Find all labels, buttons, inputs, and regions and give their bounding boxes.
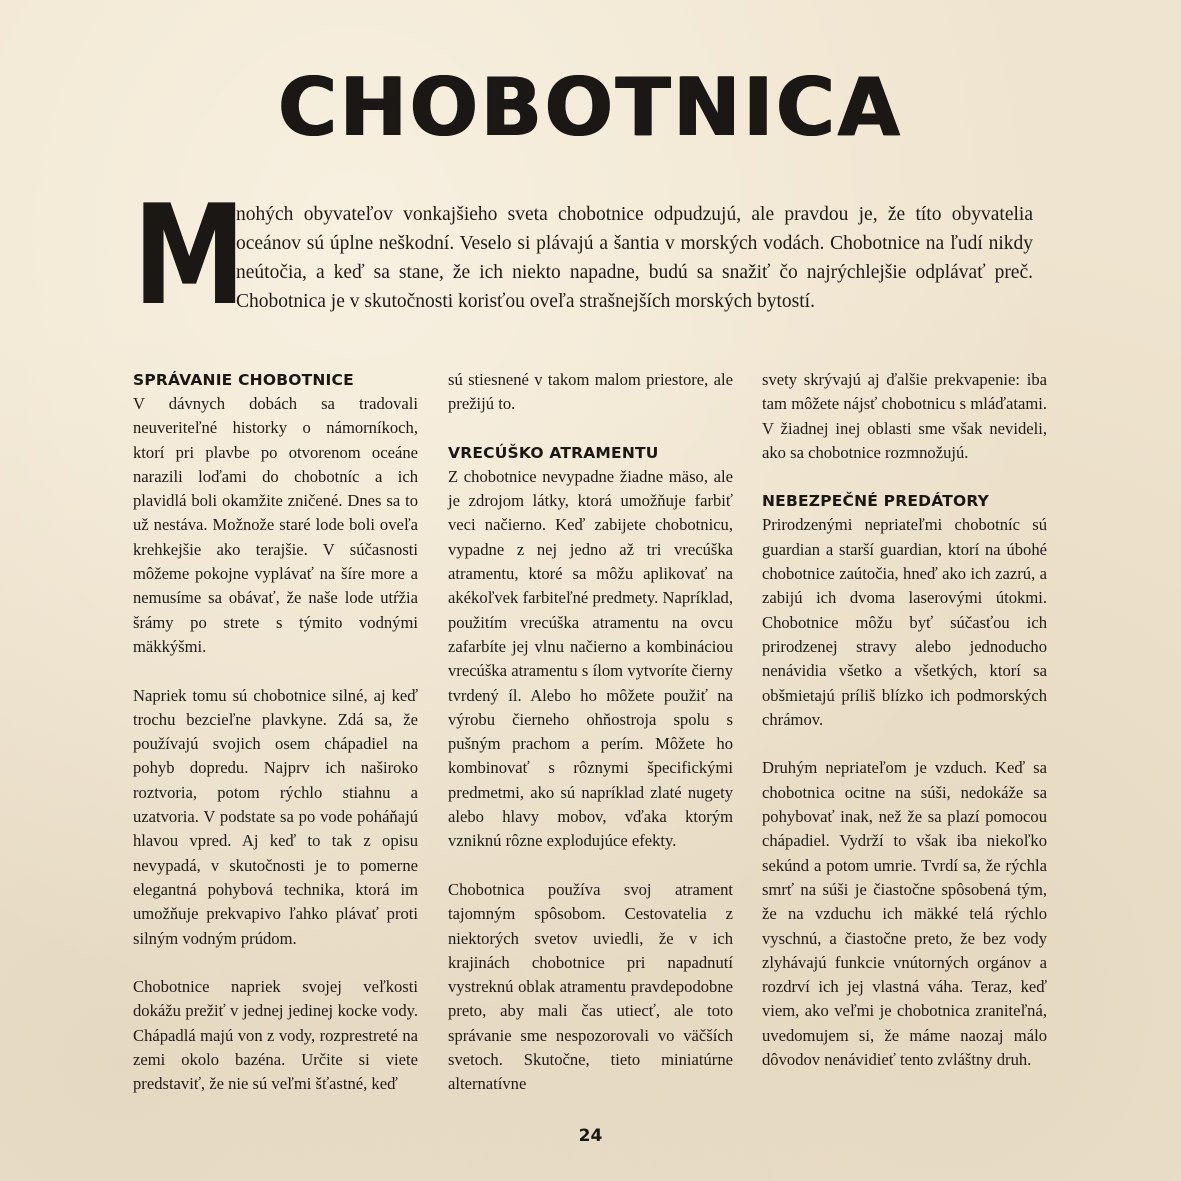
intro-paragraph: nohých obyvateľov vonkajšieho sveta chobotnice odpudzujú, ale pravdou je, že títo obyvatelia oceánov sú úplne neškodní. Veselo si plávajú a šantia v morských vodách. Chobotnice na ľudí nikdy neútočia, a keď sa stane, že ich niekto napadne, budú sa snažiť čo najrýchlejšie odplávať preč. Chobotnica je v skutočnosti korisťou oveľa strašnejších morských bytostí.: [236, 204, 1033, 312]
paragraph: V dávnych dobách sa tradovali neuveriteľné historky o námorníkoch, ktorí pri plavbe po otvorenom oceáne narazili loďami do chobotníc a ich plavidlá boli okamžite zničené. Dnes sa to už nestáva. Možnože staré lode boli oveľa krehkejšie ako terajšie. V súčasnosti môžeme pokojne vyplávať na šíre more a nemusíme sa obávať, že naše lode utŕžia šrámy po strete s týmito vodnými mäkkýšmi.: [133, 394, 418, 656]
intro-section: [133, 175, 1033, 336]
paragraph: Napriek tomu sú chobotnice silné, aj keď trochu bezcieľne plavkyne. Zdá sa, že používajú svojich osem chápadiel na pohyb dopredu. Najprv ich naširoko roztvoria, potom rýchlo stiahnu a uzatvoria. V podstate sa po vode poháňajú hlavou vpred. Aj keď to tak z opisu nevypadá, v skutočnosti je to pomerne elegantná pohybová technika, ktorá im umožňuje prekvapivo ľahko plávať proti silným vodným prúdom.: [133, 685, 418, 948]
paragraph: Chobotnice napriek svojej veľkosti dokážu prežiť v jednej jedinej kocke vody. Chápadlá majú von z vody, rozprestreté na zemi okolo bazéna. Určite si viete predstaviť, že nie sú veľmi šťastné, keď: [133, 977, 418, 1094]
paragraph: Prirodzenými nepriateľmi chobotníc sú guardian a starší guardian, ktorí na úbohé chobotnice zaútočia, hneď ako ich zazrú, a zabijú ich dvoma laserovými útokmi. Chobotnice môžu byť súčasťou ich prirodzenej stravy alebo jednoducho nenávidia všetko a všetkých, ktorí sa obšmietajú príliš blízko ich podmorských chrámov.: [762, 515, 1047, 729]
paragraph: Druhým nepriateľom je vzduch. Keď sa chobotnica ocitne na súši, nedokáže sa pohybovať inak, než že sa plazí pomocou chápadiel. Vydrží to však iba niekoľko sekúnd a potom umrie. Tvrdí sa, že rýchla smrť na súši je čiastočne spôsobená tým, že na vzduchu ich mäkké telá rýchlo vyschnú, a čiastočne preto, že bez vody zlyhávajú funkcie vnútorných orgánov a rozdrví ich jej vlastná váha. Teraz, keď viem, ako veľmi je chobotnica zraniteľná, uvedomujem si, že máme naozaj málo dôvodov nenávidieť tento zvláštny druh.: [762, 758, 1047, 1070]
paragraph: svety skrývajú aj ďalšie prekvapenie: iba tam môžete nájsť chobotnicu s mláďatami. V žiadnej inej oblasti sme však nevideli, ako sa chobotnice rozmnožujú.: [762, 370, 1047, 462]
paragraph: Z chobotnice nevypadne žiadne mäso, ale je zdrojom látky, ktorá umožňuje farbiť veci načierno. Keď zabijete chobotnicu, vypadne z nej jedno až tri vrecúška atramentu, ktoré sa môžu aplikovať na akékoľvek farbiteľné predmety. Napríklad, použitím vrecúška atramentu na ovcu zafarbíte jej vlnu načierno a kombináciou vrecúška atramentu s ílom vytvoríte čierny tvrdený íl. Alebo ho môžete použiť na výrobu čierneho ohňostroja spolu s pušným prachom a perím. Môžete ho kombinovať s rôznymi špecifickými predmetmi, ako sú napríklad zlaté nugety alebo hlavy mobov, vďaka ktorým vzniknú rôzne explodujúce efekty.: [448, 466, 733, 851]
drop-cap: M: [133, 175, 246, 336]
column-1: [133, 368, 418, 1097]
section-heading-predators: NEBEZPEČNÉ PREDÁTORY: [762, 492, 990, 511]
section-heading-ink-sac: VRECÚŠKO ATRAMENTU: [448, 443, 659, 462]
paragraph: Chobotnica používa svoj atrament tajomným spôsobom. Cestovatelia z niektorých svetov uviedli, že v ich krajinách chobotnice pri napadnutí vystreknú oblak atramentu pravdepodobne preto, aby mali čas utiecť, ale toto správanie sme nespozorovali vo väčších svetoch. Skutočne, tieto miniatúrne alternatívne: [448, 879, 733, 1094]
column-3: [762, 368, 1047, 1072]
page-number: 24: [578, 1126, 603, 1146]
section-heading-behavior: SPRÁVANIE CHOBOTNICE: [133, 371, 354, 389]
column-2: [448, 368, 733, 1097]
page-title: CHOBOTNICA: [278, 61, 903, 154]
paragraph: sú stiesnené v takom malom priestore, ale prežijú to.: [448, 370, 733, 414]
